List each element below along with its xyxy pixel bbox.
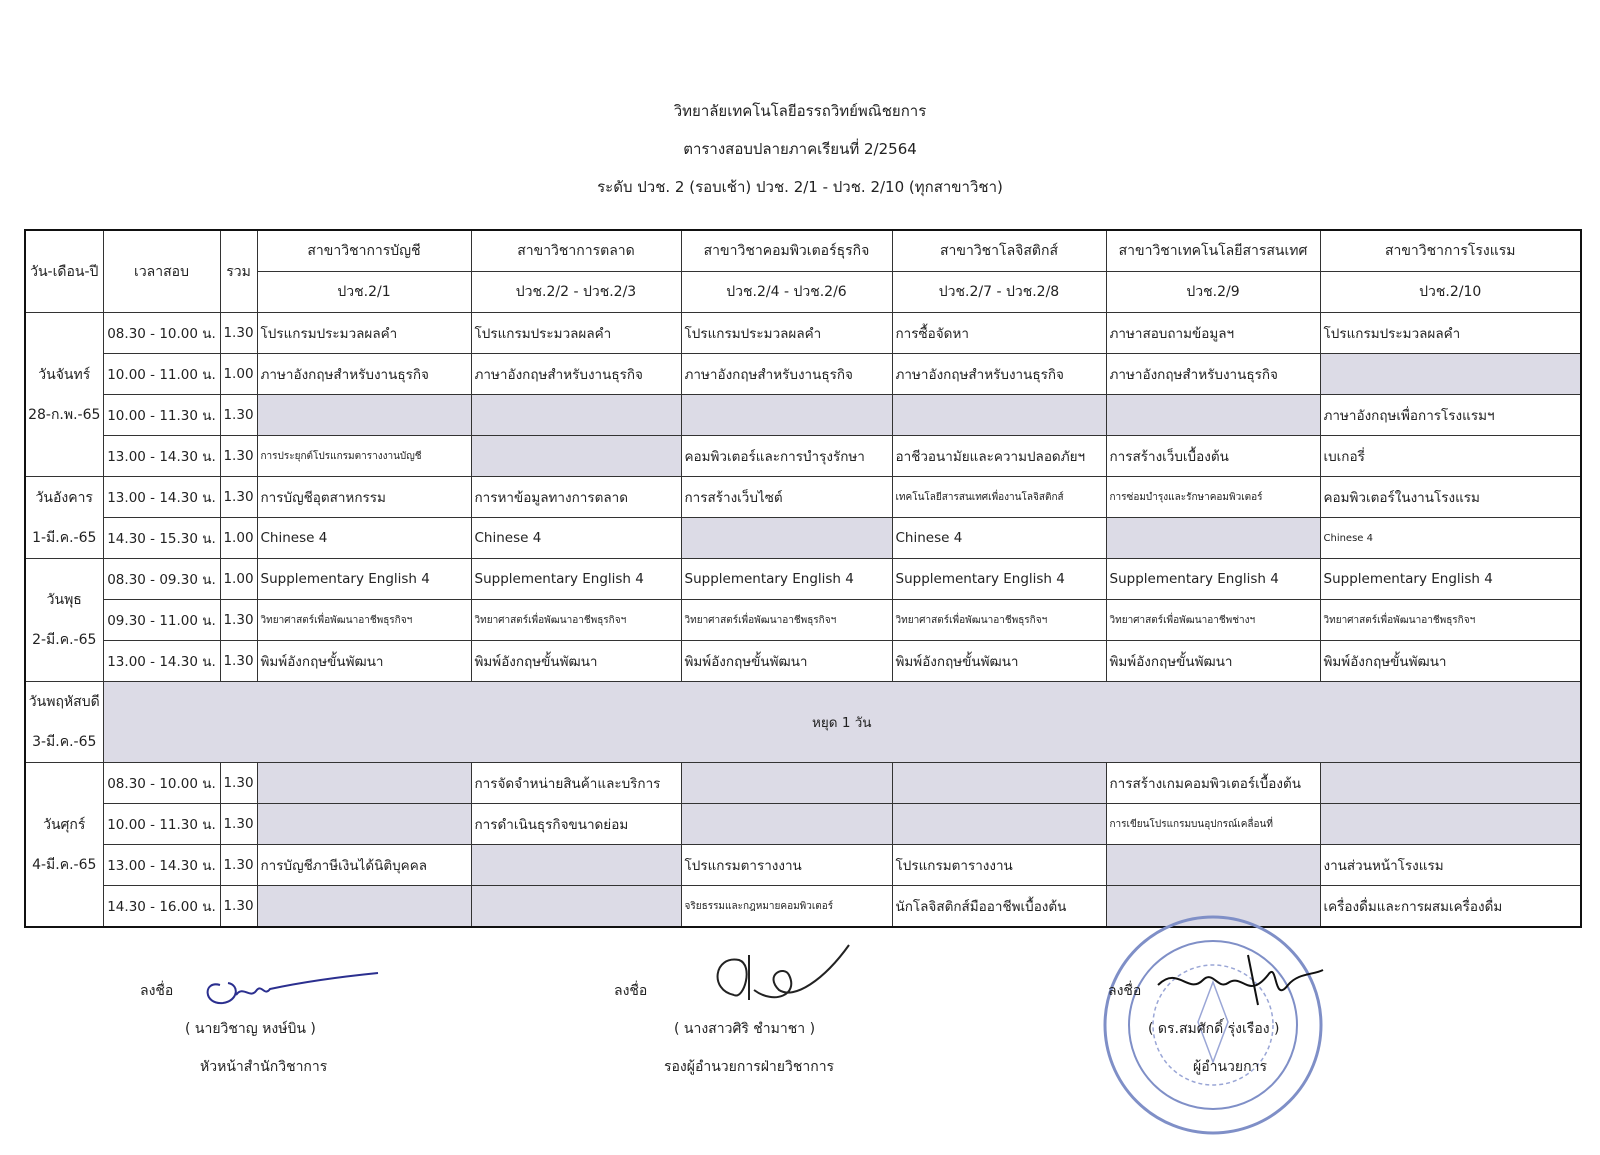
exam-subject: ภาษาอังกฤษสำหรับงานธุรกิจ xyxy=(471,354,681,395)
empty-slot xyxy=(1320,804,1581,845)
exam-duration: 1.30 xyxy=(220,436,257,477)
day-name: วันจันทร์ xyxy=(38,366,91,383)
exam-duration: 1.30 xyxy=(220,313,257,354)
holiday-cell: หยุด 1 วัน xyxy=(103,682,1581,763)
exam-subject: Supplementary English 4 xyxy=(257,559,471,600)
schedule-title: ตารางสอบปลายภาคเรียนที่ 2/2564 xyxy=(683,140,917,158)
exam-subject: Chinese 4 xyxy=(1320,518,1581,559)
exam-subject: Supplementary English 4 xyxy=(471,559,681,600)
exam-subject: ภาษาอังกฤษสำหรับงานธุรกิจ xyxy=(892,354,1106,395)
empty-slot xyxy=(257,395,471,436)
college-name: วิทยาลัยเทคโนโลยีอรรถวิทย์พณิชยการ xyxy=(673,102,927,120)
empty-slot xyxy=(681,518,892,559)
exam-subject: พิมพ์อังกฤษขั้นพัฒนา xyxy=(1320,641,1581,682)
day-cell xyxy=(25,559,103,682)
program-header: สาขาวิชาคอมพิวเตอร์ธุรกิจ xyxy=(681,230,892,272)
table-row xyxy=(25,477,1581,518)
exam-time: 13.00 - 14.30 น. xyxy=(103,641,220,682)
program-header: สาขาวิชาการโรงแรม xyxy=(1320,230,1581,272)
handwritten-signature xyxy=(198,955,388,1015)
exam-time: 10.00 - 11.00 น. xyxy=(103,354,220,395)
table-row xyxy=(25,641,1581,682)
time-column-header: เวลาสอบ xyxy=(103,230,220,313)
sign-label: ลงชื่อ xyxy=(614,983,648,999)
exam-subject: คอมพิวเตอร์และการบำรุงรักษา xyxy=(681,436,892,477)
empty-slot xyxy=(257,886,471,928)
exam-subject: จริยธรรมและกฎหมายคอมพิวเตอร์ xyxy=(681,886,892,928)
exam-subject: การจัดจำหน่ายสินค้าและบริการ xyxy=(471,763,681,804)
exam-subject: Supplementary English 4 xyxy=(1106,559,1320,600)
exam-subject: การเขียนโปรแกรมบนอุปกรณ์เคลื่อนที่ xyxy=(1106,804,1320,845)
day-cell xyxy=(25,682,103,763)
exam-subject: งานส่วนหน้าโรงแรม xyxy=(1320,845,1581,886)
exam-subject: ภาษาอังกฤษสำหรับงานธุรกิจ xyxy=(681,354,892,395)
day-date: 4-มี.ค.-65 xyxy=(32,856,97,873)
table-row xyxy=(25,886,1581,928)
day-name: วันอังคาร xyxy=(35,489,93,506)
sign-label: ลงชื่อ xyxy=(1108,983,1142,999)
exam-duration: 1.30 xyxy=(220,477,257,518)
exam-subject: การหาข้อมูลทางการตลาด xyxy=(471,477,681,518)
exam-time: 08.30 - 10.00 น. xyxy=(103,313,220,354)
date-column-header: วัน-เดือน-ปี xyxy=(25,230,103,313)
table-row xyxy=(25,395,1581,436)
day-date: 2-มี.ค.-65 xyxy=(32,632,97,648)
exam-duration: 1.30 xyxy=(220,395,257,436)
signer-position: รองผู้อำนวยการฝ่ายวิชาการ xyxy=(664,1059,835,1075)
exam-duration: 1.30 xyxy=(220,804,257,845)
exam-subject: โปรแกรมประมวลผลคำ xyxy=(257,313,471,354)
empty-slot xyxy=(892,395,1106,436)
exam-time: 14.30 - 15.30 น. xyxy=(103,518,220,559)
document-header xyxy=(0,92,1600,206)
exam-duration: 1.30 xyxy=(220,886,257,928)
day-name: วันพุธ xyxy=(46,592,82,608)
header-row xyxy=(25,230,1581,272)
exam-subject: วิทยาศาสตร์เพื่อพัฒนาอาชีพช่างฯ xyxy=(1106,600,1320,641)
exam-duration: 1.30 xyxy=(220,600,257,641)
exam-subject: ภาษาอังกฤษสำหรับงานธุรกิจ xyxy=(257,354,471,395)
signer-position: หัวหน้าสำนักวิชาการ xyxy=(200,1059,328,1075)
total-column-header: รวม xyxy=(220,230,257,313)
program-header: สาขาวิชาเทคโนโลยีสารสนเทศ xyxy=(1106,230,1320,272)
exam-subject: วิทยาศาสตร์เพื่อพัฒนาอาชีพธุรกิจฯ xyxy=(892,600,1106,641)
exam-subject: Supplementary English 4 xyxy=(892,559,1106,600)
table-row xyxy=(25,559,1581,600)
exam-duration: 1.30 xyxy=(220,845,257,886)
empty-slot xyxy=(892,763,1106,804)
empty-slot xyxy=(1106,845,1320,886)
level-subtitle: ระดับ ปวช. 2 (รอบเช้า) ปวช. 2/1 - ปวช. 2/10 (ทุกสาขาวิชา) xyxy=(597,178,1003,196)
exam-schedule-table xyxy=(24,229,1582,928)
handwritten-signature xyxy=(704,935,864,1015)
program-header: สาขาวิชาการบัญชี xyxy=(257,230,471,272)
day-date: 1-มี.ค.-65 xyxy=(32,529,97,546)
exam-subject: วิทยาศาสตร์เพื่อพัฒนาอาชีพธุรกิจฯ xyxy=(471,600,681,641)
exam-subject: วิทยาศาสตร์เพื่อพัฒนาอาชีพธุรกิจฯ xyxy=(257,600,471,641)
exam-time: 14.30 - 16.00 น. xyxy=(103,886,220,928)
class-header: ปวช.2/7 - ปวช.2/8 xyxy=(892,272,1106,313)
exam-subject: เทคโนโลยีสารสนเทศเพื่องานโลจิสติกส์ xyxy=(892,477,1106,518)
empty-slot xyxy=(257,804,471,845)
exam-duration: 1.00 xyxy=(220,518,257,559)
day-cell xyxy=(25,477,103,559)
exam-duration: 1.30 xyxy=(220,763,257,804)
empty-slot xyxy=(892,804,1106,845)
class-header: ปวช.2/10 xyxy=(1320,272,1581,313)
exam-time: 10.00 - 11.30 น. xyxy=(103,804,220,845)
day-name: วันพฤหัสบดี xyxy=(28,694,100,710)
exam-subject: โปรแกรมประมวลผลคำ xyxy=(681,313,892,354)
class-header: ปวช.2/4 - ปวช.2/6 xyxy=(681,272,892,313)
signer-position: ผู้อำนวยการ xyxy=(1193,1059,1267,1075)
exam-subject: พิมพ์อังกฤษขั้นพัฒนา xyxy=(471,641,681,682)
table-row xyxy=(25,804,1581,845)
exam-subject: ภาษาอังกฤษสำหรับงานธุรกิจ xyxy=(1106,354,1320,395)
exam-subject: วิทยาศาสตร์เพื่อพัฒนาอาชีพธุรกิจฯ xyxy=(681,600,892,641)
day-name: วันศุกร์ xyxy=(43,816,86,833)
exam-subject: การดำเนินธุรกิจขนาดย่อม xyxy=(471,804,681,845)
day-cell xyxy=(25,763,103,928)
signer-name: ( นางสาวศิริ ชำมาชา ) xyxy=(674,1021,816,1037)
exam-subject: Chinese 4 xyxy=(471,518,681,559)
table-row xyxy=(25,518,1581,559)
class-header: ปวช.2/9 xyxy=(1106,272,1320,313)
program-header: สาขาวิชาโลจิสติกส์ xyxy=(892,230,1106,272)
empty-slot xyxy=(681,804,892,845)
exam-subject: พิมพ์อังกฤษขั้นพัฒนา xyxy=(257,641,471,682)
exam-time: 08.30 - 09.30 น. xyxy=(103,559,220,600)
exam-time: 13.00 - 14.30 น. xyxy=(103,436,220,477)
exam-subject: พิมพ์อังกฤษขั้นพัฒนา xyxy=(681,641,892,682)
exam-time: 13.00 - 14.30 น. xyxy=(103,845,220,886)
exam-subject: โปรแกรมตารางงาน xyxy=(681,845,892,886)
day-date: 3-มี.ค.-65 xyxy=(32,734,97,750)
exam-subject: การบัญชีอุตสาหกรรม xyxy=(257,477,471,518)
exam-subject: Supplementary English 4 xyxy=(1320,559,1581,600)
empty-slot xyxy=(1320,354,1581,395)
exam-subject: การสร้างเกมคอมพิวเตอร์เบื้องต้น xyxy=(1106,763,1320,804)
exam-subject: เบเกอรี่ xyxy=(1320,436,1581,477)
exam-subject: Chinese 4 xyxy=(892,518,1106,559)
handwritten-signature xyxy=(1148,945,1328,1015)
empty-slot xyxy=(471,886,681,928)
empty-slot xyxy=(681,763,892,804)
empty-slot xyxy=(471,395,681,436)
empty-slot xyxy=(471,436,681,477)
table-row xyxy=(25,354,1581,395)
class-header: ปวช.2/1 xyxy=(257,272,471,313)
exam-time: 13.00 - 14.30 น. xyxy=(103,477,220,518)
exam-subject: Chinese 4 xyxy=(257,518,471,559)
exam-time: 09.30 - 11.00 น. xyxy=(103,600,220,641)
class-header: ปวช.2/2 - ปวช.2/3 xyxy=(471,272,681,313)
exam-subject: โปรแกรมตารางงาน xyxy=(892,845,1106,886)
table-row xyxy=(25,845,1581,886)
table-row xyxy=(25,313,1581,354)
empty-slot xyxy=(1106,395,1320,436)
exam-subject: การสร้างเว็บเบื้องต้น xyxy=(1106,436,1320,477)
exam-subject: การประยุกต์โปรแกรมตารางงานบัญชี xyxy=(257,436,471,477)
empty-slot xyxy=(681,395,892,436)
day-cell xyxy=(25,313,103,477)
exam-duration: 1.00 xyxy=(220,559,257,600)
exam-subject: Supplementary English 4 xyxy=(681,559,892,600)
class-header-row xyxy=(25,272,1581,313)
exam-subject: นักโลจิสติกส์มืออาชีพเบื้องต้น xyxy=(892,886,1106,928)
exam-subject: พิมพ์อังกฤษขั้นพัฒนา xyxy=(1106,641,1320,682)
exam-subject: อาชีวอนามัยและความปลอดภัยฯ xyxy=(892,436,1106,477)
exam-subject: การสร้างเว็บไซต์ xyxy=(681,477,892,518)
empty-slot xyxy=(1320,763,1581,804)
exam-subject: การซื้อจัดหา xyxy=(892,313,1106,354)
day-date: 28-ก.พ.-65 xyxy=(28,406,101,423)
exam-subject: เครื่องดื่มและการผสมเครื่องดื่ม xyxy=(1320,886,1581,928)
exam-duration: 1.30 xyxy=(220,641,257,682)
exam-subject: การซ่อมบำรุงและรักษาคอมพิวเตอร์ xyxy=(1106,477,1320,518)
exam-subject: การบัญชีภาษีเงินได้นิติบุคคล xyxy=(257,845,471,886)
exam-subject: พิมพ์อังกฤษขั้นพัฒนา xyxy=(892,641,1106,682)
signer-name: ( ดร.สมศักดิ์ รุ่งเรือง ) xyxy=(1148,1021,1280,1037)
exam-subject: คอมพิวเตอร์ในงานโรงแรม xyxy=(1320,477,1581,518)
empty-slot xyxy=(471,845,681,886)
exam-time: 10.00 - 11.30 น. xyxy=(103,395,220,436)
table-row xyxy=(25,600,1581,641)
signer-name: ( นายวิชาญ หงษ์บิน ) xyxy=(185,1021,316,1037)
exam-subject: วิทยาศาสตร์เพื่อพัฒนาอาชีพธุรกิจฯ xyxy=(1320,600,1581,641)
empty-slot xyxy=(1106,518,1320,559)
exam-time: 08.30 - 10.00 น. xyxy=(103,763,220,804)
sign-label: ลงชื่อ xyxy=(140,983,174,999)
exam-subject: โปรแกรมประมวลผลคำ xyxy=(471,313,681,354)
exam-duration: 1.00 xyxy=(220,354,257,395)
program-header: สาขาวิชาการตลาด xyxy=(471,230,681,272)
exam-subject: โปรแกรมประมวลผลคำ xyxy=(1320,313,1581,354)
table-row xyxy=(25,763,1581,804)
table-row xyxy=(25,436,1581,477)
exam-subject: ภาษาอังกฤษเพื่อการโรงแรมฯ xyxy=(1320,395,1581,436)
empty-slot xyxy=(257,763,471,804)
exam-subject: ภาษาสอบถามข้อมูลฯ xyxy=(1106,313,1320,354)
